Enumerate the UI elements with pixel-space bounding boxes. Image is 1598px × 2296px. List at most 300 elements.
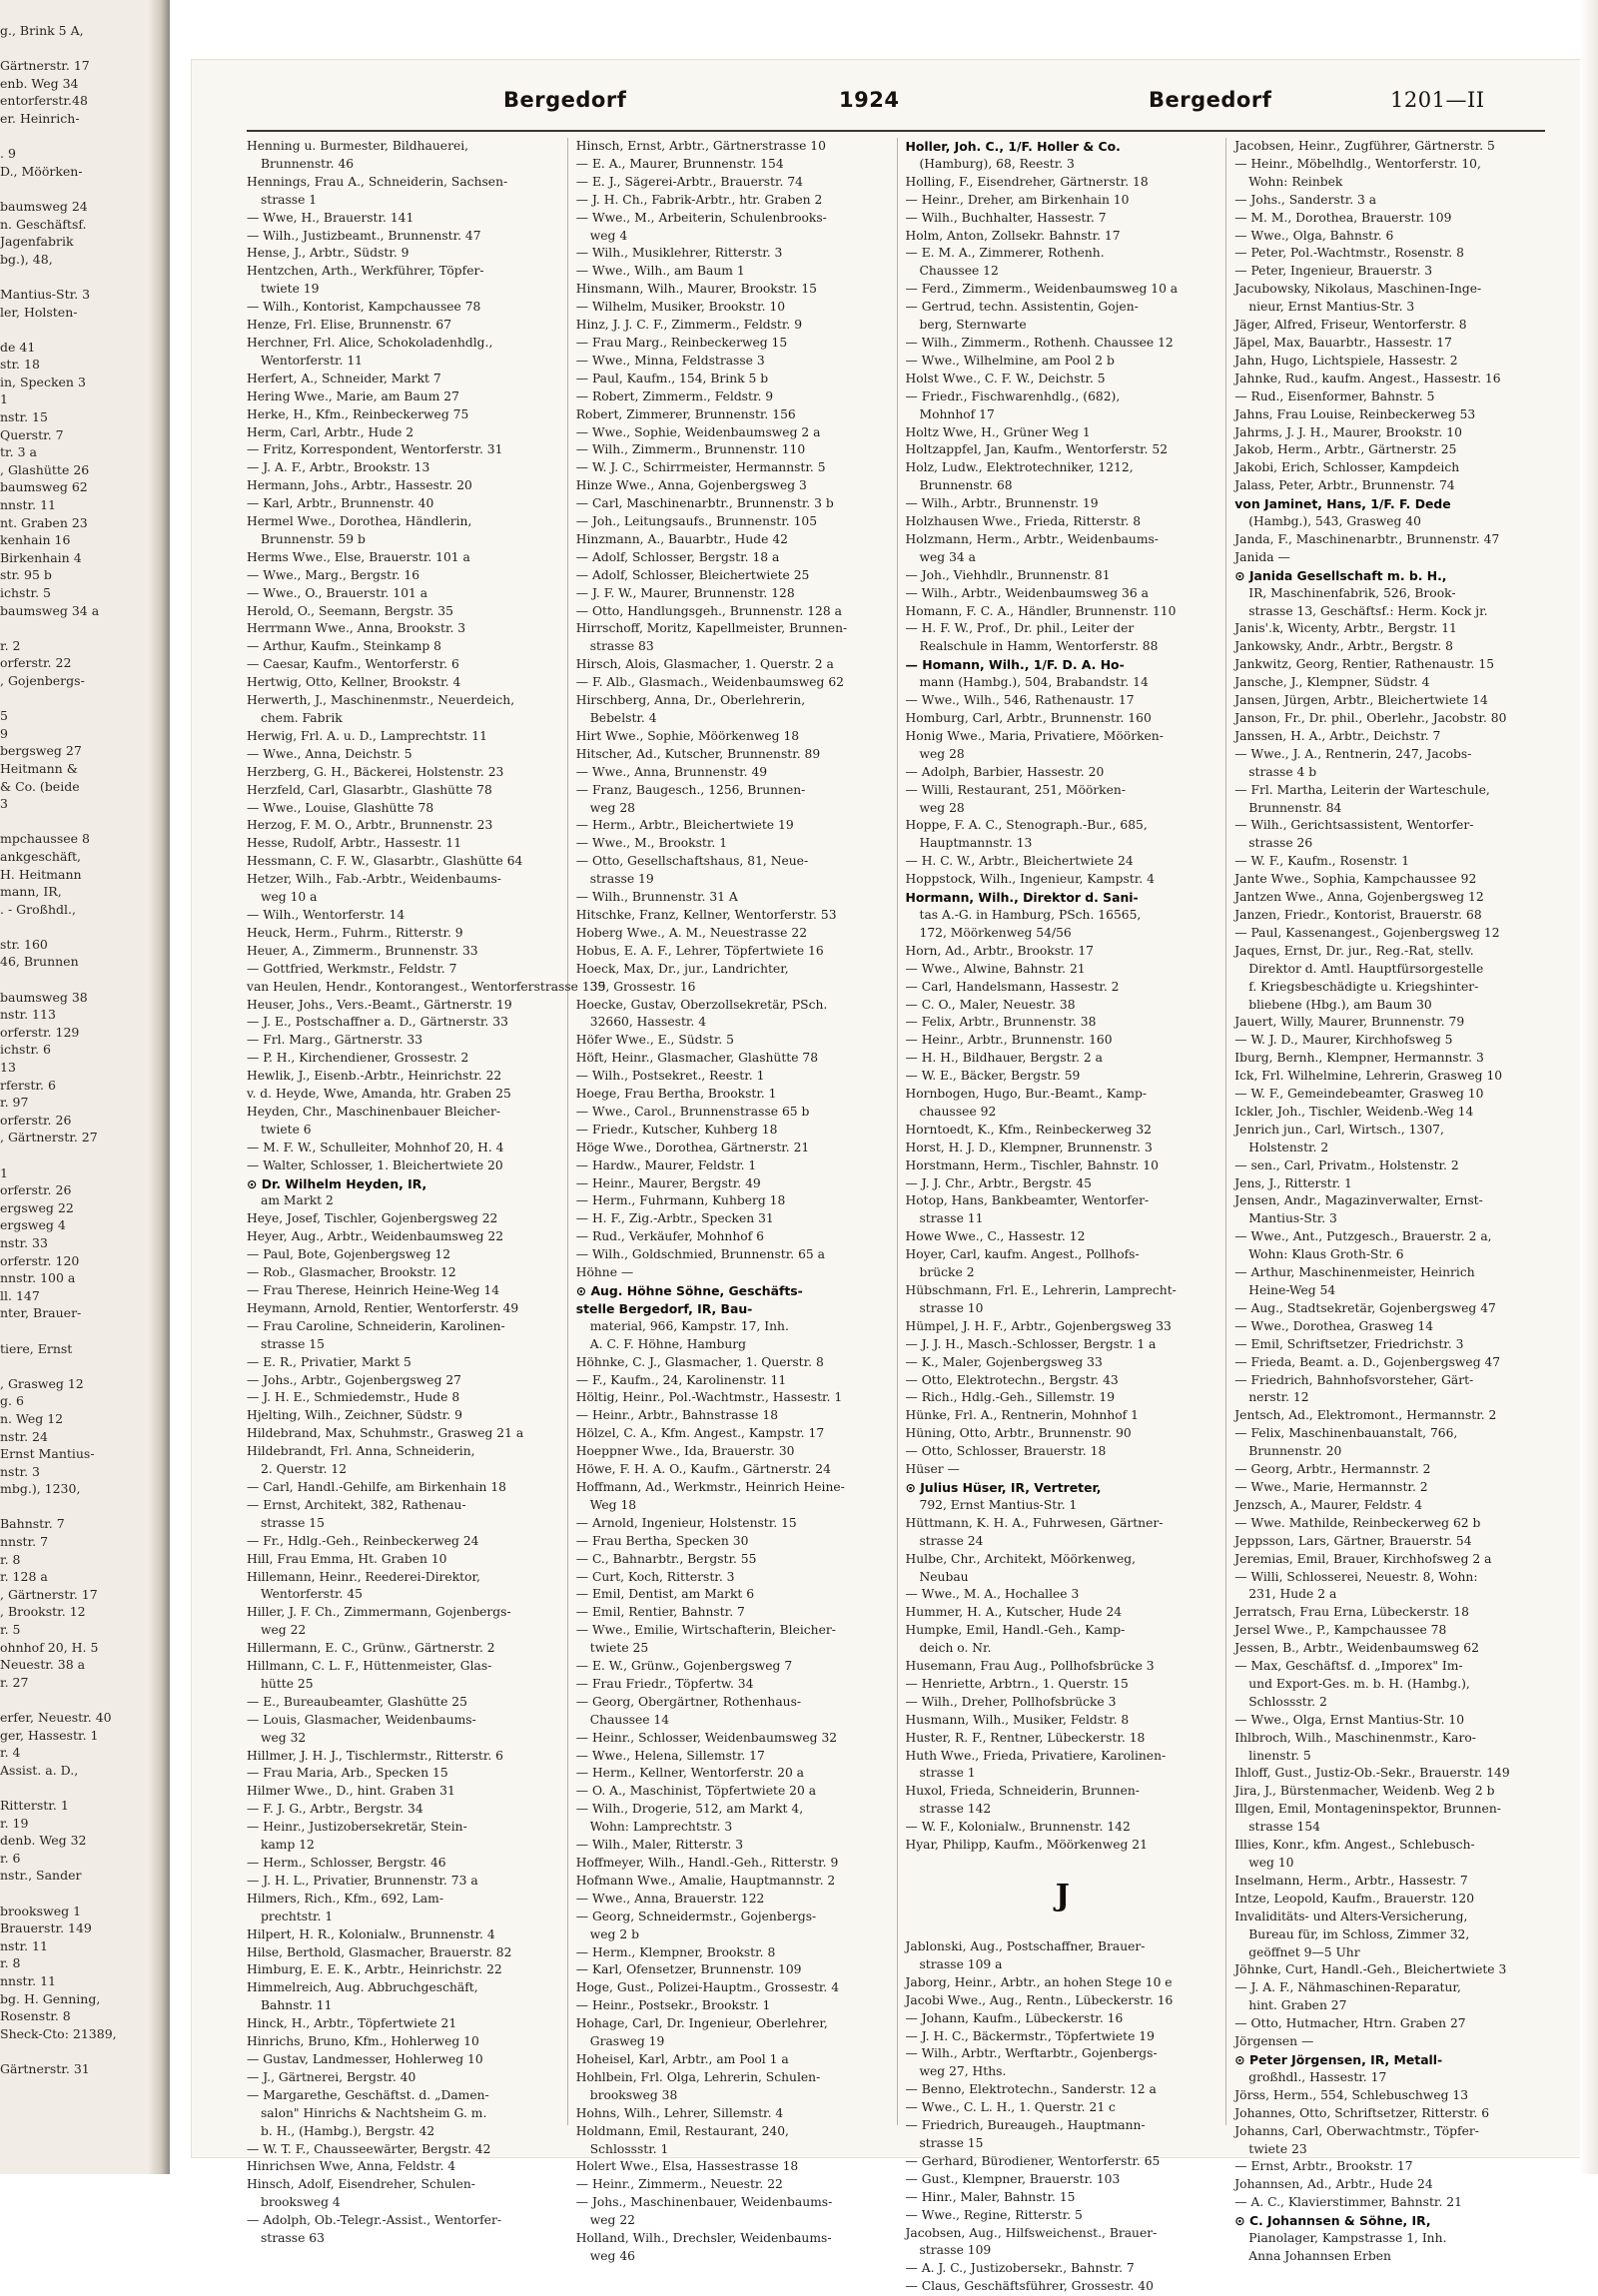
strip-line: 1 [0, 391, 8, 407]
directory-entry: — Paul, Kassenangest., Gojenbergsweg 12 [1234, 925, 1500, 940]
directory-entry: Hinsch, Ernst, Arbtr., Gärtnerstrasse 10 [575, 139, 826, 153]
directory-entry: — Carl, Handelsmann, Hassestr. 2 [905, 979, 1120, 994]
directory-entry: Hoheisel, Karl, Arbtr., am Pool 1 a [575, 2051, 789, 2066]
directory-entry: Horst, H. J. D., Klempner, Brunnenstr. 3 [905, 1140, 1153, 1154]
directory-entry: Hessmann, C. F. W., Glasarbtr., Glashütte 64 [247, 854, 523, 869]
directory-entry-bold: ⊙ Aug. Höhne Söhne, Geschäfts- [575, 1283, 803, 1298]
directory-entry-continuation: Heine-Weg 54 [1248, 1283, 1336, 1297]
strip-line: str. 160 [0, 936, 48, 952]
directory-entry: Jante Wwe., Sophia, Kampchaussee 92 [1234, 872, 1477, 887]
directory-entry-continuation: Wohn: Reinbek [1248, 174, 1343, 189]
directory-entry: — Henriette, Arbtrn., 1. Querstr. 15 [905, 1676, 1129, 1691]
directory-entry: Herwig, Frl. A. u. D., Lamprechtstr. 11 [247, 728, 487, 743]
strip-line: D., Möörken- [0, 163, 83, 179]
directory-entry: — Fr., Hdlg.-Geh., Reinbeckerweg 24 [247, 1533, 479, 1548]
strip-line: r. 2 [0, 637, 21, 653]
directory-entry: Jersel Wwe., P., Kampchaussee 78 [1234, 1623, 1447, 1638]
directory-entry: — Peter, Pol.-Wachtmstr., Rosenstr. 8 [1234, 246, 1464, 261]
strip-line: nnstr. 11 [0, 1972, 56, 1988]
strip-line: , Brookstr. 12 [0, 1604, 86, 1620]
directory-entry: Huxol, Frieda, Schneiderin, Brunnen- [905, 1784, 1140, 1799]
directory-entry-continuation: strasse 1 [261, 192, 318, 207]
directory-entry-continuation: (Hamburg), 68, Reestr. 3 [919, 156, 1075, 171]
section-gap [906, 1855, 1220, 1873]
strip-line: r. 128 a [0, 1569, 48, 1585]
directory-entry: — Wilh., Zimmerm., Rothenh. Chaussee 12 [905, 335, 1174, 350]
strip-line [0, 1147, 150, 1164]
directory-entry: Husemann, Frau Aug., Pollhofsbrücke 3 [905, 1659, 1155, 1674]
directory-entry-continuation: (Hambg.), 543, Grasweg 40 [1248, 514, 1421, 529]
directory-entry: Intze, Leopold, Kaufm., Brauerstr. 120 [1234, 1891, 1475, 1906]
directory-entry: Jäpel, Max, Bauarbtr., Hassestr. 17 [1234, 335, 1452, 350]
strip-line: 5 [0, 708, 8, 724]
directory-entry: — Heinr., Arbtr., Bahnstrasse 18 [575, 1408, 779, 1423]
strip-line: ler, Holsten- [0, 304, 78, 320]
strip-line: ohnhof 20, H. 5 [0, 1639, 99, 1655]
directory-entry-continuation: brooksweg 38 [589, 2087, 678, 2102]
directory-entry: Hüser — [905, 1462, 960, 1477]
directory-entry: — Heinr., Dreher, am Birkenhain 10 [905, 192, 1130, 207]
directory-entry: — Friedr., Fischwarenhdlg., (682), [905, 388, 1121, 403]
directory-entry: — Frau Therese, Heinrich Heine-Weg 14 [247, 1283, 500, 1297]
directory-entry: — P. H., Kirchendiener, Grossestr. 2 [247, 1051, 469, 1066]
directory-entry: Jankowsky, Andr., Arbtr., Bergstr. 8 [1234, 639, 1453, 654]
strip-line: ergsweg 22 [0, 1199, 74, 1215]
directory-entry: — Johs., Sanderstr. 3 a [1234, 192, 1377, 207]
strip-line: mann, IR, [0, 884, 62, 900]
directory-entry: Heuer, A., Zimmerm., Brunnenstr. 33 [247, 943, 478, 958]
strip-line: ankgeschäft, [0, 848, 82, 864]
directory-entry: Hertwig, Otto, Kellner, Brookstr. 4 [247, 675, 461, 690]
directory-entry: Holland, Wilh., Drechsler, Weidenbaums- [575, 2231, 832, 2246]
strip-line: nstr. 3 [0, 1463, 40, 1479]
directory-entry-continuation: IR, Maschinenfabrik, 526, Brook- [1248, 585, 1456, 600]
directory-entry: — Frau Caroline, Schneiderin, Karolinen- [247, 1318, 505, 1333]
strip-line: Ritterstr. 1 [0, 1797, 69, 1813]
directory-entry-continuation: weg 28 [589, 800, 635, 815]
directory-entry: Heyer, Aug., Arbtr., Weidenbaumsweg 22 [247, 1229, 504, 1244]
directory-entry-continuation: Realschule in Hamm, Wentorferstr. 88 [919, 639, 1159, 654]
directory-entry: Hinrichsen Wwe, Anna, Feldstr. 4 [247, 2159, 456, 2174]
strip-line: de 41 [0, 339, 36, 355]
directory-entry: — Peter, Ingenieur, Brauerstr. 3 [1234, 264, 1433, 279]
directory-entry: — J. A. F., Arbtr., Brookstr. 13 [247, 460, 430, 475]
directory-entry: — Wwe, H., Brauerstr. 141 [247, 210, 414, 225]
directory-entry: — Margarethe, Geschäftst. d. „Damen- [247, 2087, 489, 2102]
directory-entry-continuation: berg, Sternwarte [919, 318, 1027, 333]
strip-line: nt. Graben 23 [0, 514, 88, 530]
header-year: 1924 [839, 88, 900, 112]
directory-entry: — Robert, Zimmerm., Feldstr. 9 [575, 388, 774, 403]
strip-line: enb. Weg 34 [0, 75, 79, 91]
directory-entry: — A. C., Klavierstimmer, Bahnstr. 21 [1234, 2195, 1462, 2210]
directory-entry: — Wilh., Zimmerm., Brunnenstr. 110 [575, 442, 806, 457]
directory-entry-continuation: Hauptmannstr. 13 [919, 836, 1033, 851]
directory-entry: — Wilh., Dreher, Pollhofsbrücke 3 [905, 1694, 1117, 1709]
directory-entry-continuation: weg 32 [261, 1730, 307, 1745]
directory-entry: — Friedrich, Bureaugeh., Hauptmann- [905, 2118, 1146, 2133]
directory-entry: Hinsch, Adolf, Eisendreher, Schulen- [247, 2177, 475, 2192]
directory-entry: Hilse, Berthold, Glasmacher, Brauerstr. 82 [247, 1944, 512, 1959]
strip-line: & Co. (beide [0, 778, 80, 794]
directory-entry: — Herm., Klempner, Brookstr. 8 [575, 1944, 776, 1959]
directory-entry: Himmelreich, Aug. Abbruchgeschäft, [247, 1980, 478, 1995]
directory-entry: Jacobsen, Heinr., Zugführer, Gärtnerstr. 5 [1234, 139, 1495, 153]
directory-entry: Hulbe, Chr., Architekt, Möörkenweg, [905, 1551, 1137, 1566]
directory-entry-continuation: Pianolager, Kampstrasse 1, Inh. [1248, 2231, 1447, 2246]
directory-entry: Hering Wwe., Marie, am Baum 27 [247, 388, 459, 403]
directory-entry: Hüttmann, K. H. A., Fuhrwesen, Gärtner- [905, 1515, 1164, 1530]
strip-line: 1 [0, 1164, 8, 1180]
directory-entry: — Rich., Hdlg.-Geh., Sillemstr. 19 [905, 1390, 1116, 1405]
directory-entry: Herms Wwe., Else, Brauerstr. 101 a [247, 549, 470, 564]
directory-entry: Hennings, Frau A., Schneiderin, Sachsen- [247, 174, 508, 189]
directory-entry: — Wwe., Dorothea, Grasweg 14 [1234, 1318, 1434, 1333]
directory-entry: — Adolph, Ob.-Telegr.-Assist., Wentorfer- [247, 2213, 502, 2228]
directory-entry-continuation: Grasweg 19 [589, 2034, 665, 2049]
directory-entry-continuation: brooksweg 4 [261, 2195, 341, 2210]
directory-entry: Hyar, Philipp, Kaufm., Möörkenweg 21 [905, 1838, 1148, 1853]
directory-entry: — Wwe., Helena, Sillemstr. 17 [575, 1748, 765, 1763]
directory-entry: Hillemann, Heinr., Reederei-Direktor, [247, 1569, 480, 1584]
directory-entry: — Friedr., Kutscher, Kuhberg 18 [575, 1122, 778, 1137]
strip-line: bg.), 48, [0, 251, 53, 267]
directory-entry: Herwerth, J., Maschinenmstr., Neuerdeich, [247, 693, 515, 708]
directory-entry-continuation: Brunnenstr. 68 [919, 478, 1013, 493]
directory-entry-continuation: Brunnenstr. 84 [1248, 800, 1342, 815]
directory-entry: Hiller, J. F. Ch., Zimmermann, Gojenbergs- [247, 1605, 511, 1620]
directory-entry: — K., Maler, Gojenbergsweg 33 [905, 1354, 1103, 1369]
directory-entry: — Rud., Eisenformer, Bahnstr. 5 [1234, 388, 1435, 403]
directory-entry: Hohns, Wilh., Lehrer, Sillemstr. 4 [575, 2105, 784, 2120]
directory-entry: Holling, F., Eisendreher, Gärtnerstr. 18 [905, 174, 1149, 189]
directory-entry-continuation: twiete 6 [261, 1122, 312, 1137]
strip-line [0, 971, 150, 989]
directory-entry: — Wwe., Wilh., am Baum 1 [575, 264, 745, 279]
strip-line [0, 813, 150, 831]
directory-entry-continuation: nieur, Ernst Mantius-Str. 3 [1248, 300, 1415, 315]
directory-entry: Hesse, Rudolf, Arbtr., Hassestr. 11 [247, 836, 462, 851]
strip-line [0, 1691, 150, 1709]
directory-entry: — Wilh., Brunnenstr. 31 A [575, 890, 738, 905]
directory-entry-continuation: chem. Fabrik [261, 711, 343, 725]
directory-entry-continuation: strasse 26 [1248, 836, 1313, 851]
directory-entry: Heye, Josef, Tischler, Gojenbergsweg 22 [247, 1211, 498, 1226]
strip-line: nstr. 113 [0, 1007, 56, 1023]
directory-entry: — Wwe., Olga, Bahnstr. 6 [1234, 228, 1394, 243]
strip-line: , Gojenbergs- [0, 672, 85, 688]
directory-entry: Jacobsen, Aug., Hilfsweichenst., Brauer- [905, 2225, 1158, 2240]
strip-line: ichstr. 5 [0, 585, 51, 600]
directory-entry: Herzog, F. M. O., Arbtr., Brunnenstr. 23 [247, 818, 493, 833]
directory-entry-continuation: 32660, Hassestr. 4 [589, 1015, 707, 1030]
directory-entry-continuation: weg 22 [589, 2213, 635, 2228]
directory-entry: — Max, Geschäftsf. d. „Imporex" Im- [1234, 1659, 1463, 1674]
strip-line: Sheck-Cto: 21389, [0, 2025, 117, 2041]
directory-entry: — A. J. C., Justizobersekr., Bahnstr. 7 [905, 2261, 1135, 2276]
directory-entry: Humpke, Emil, Handl.-Geh., Kamp- [905, 1623, 1126, 1638]
directory-entry: — Karl, Ofensetzer, Brunnenstr. 109 [575, 1962, 802, 1977]
header-left-town: Bergedorf [503, 88, 627, 112]
directory-entry: — Louis, Glasmacher, Weidenbaums- [247, 1712, 476, 1727]
strip-line: 13 [0, 1060, 16, 1076]
page-number: 1201—II [1390, 88, 1485, 112]
directory-entry-continuation: weg 10 [1248, 1856, 1294, 1870]
directory-entry: — Paul, Bote, Gojenbergsweg 12 [247, 1247, 451, 1262]
directory-entry: — Wwe., Olga, Ernst Mantius-Str. 10 [1234, 1712, 1465, 1727]
directory-entry: Holtz Wwe, H., Grüner Weg 1 [905, 424, 1091, 439]
directory-entry: Hoecke, Gustav, Oberzollsekretär, PSch. [575, 997, 828, 1012]
directory-entry: — Rob., Glasmacher, Brookstr. 12 [247, 1265, 456, 1280]
directory-entry: — Heinr., Zimmerm., Neuestr. 22 [575, 2177, 783, 2192]
directory-entry: — Wilh., Gerichtsassistent, Wentorfer- [1234, 818, 1474, 833]
directory-entry: — Ernst, Arbtr., Brookstr. 17 [1234, 2159, 1413, 2174]
directory-entry: Heyden, Chr., Maschinenbauer Bleicher- [247, 1104, 500, 1119]
directory-entry: — Karl, Arbtr., Brunnenstr. 40 [247, 496, 434, 511]
directory-entry: Hermel Wwe., Dorothea, Händlerin, [247, 514, 472, 529]
strip-line: entorferstr.48 [0, 93, 88, 109]
directory-entry-continuation: Schlossstr. 2 [1248, 1694, 1327, 1709]
strip-line: Jagenfabrik [0, 234, 74, 250]
strip-line: brooksweg 1 [0, 1903, 82, 1918]
directory-entry-continuation: strasse 15 [919, 2135, 984, 2150]
directory-entry: Hoeck, Max, Dr., jur., Landrichter, [575, 961, 789, 976]
directory-entry: — Frau Maria, Arb., Specken 15 [247, 1766, 448, 1781]
strip-line: r. 8 [0, 1955, 21, 1971]
directory-entry: — Wwe., Wilhelmine, am Pool 2 b [905, 353, 1115, 368]
strip-line: 46, Brunnen [0, 954, 79, 970]
strip-line: Neuestr. 38 a [0, 1657, 86, 1673]
directory-entry: — Wilh., Wentorferstr. 14 [247, 907, 405, 922]
directory-entry: Himburg, E. E. K., Arbtr., Heinrichstr. 22 [247, 1962, 502, 1977]
directory-entry: — W. F., Gemeindebeamter, Grasweg 10 [1234, 1087, 1484, 1102]
directory-entry: — Frau Friedr., Töpfertw. 34 [575, 1676, 754, 1691]
directory-entry: Hill, Frau Emma, Ht. Graben 10 [247, 1551, 447, 1566]
directory-entry: Hilpert, H. R., Kolonialw., Brunnenstr. 4 [247, 1926, 495, 1941]
directory-entry: — Otto, Hutmacher, Htrn. Graben 27 [1234, 2016, 1466, 2031]
strip-line: Gärtnerstr. 17 [0, 58, 90, 74]
strip-line: 3 [0, 796, 8, 812]
directory-entry: — Wwe., Anna, Deichstr. 5 [247, 746, 412, 761]
directory-entry: — Heinr., Maurer, Bergstr. 49 [575, 1175, 761, 1190]
directory-entry: — Franz, Baugesch., 1256, Brunnen- [575, 782, 806, 797]
directory-entry: Hjelting, Wilh., Zeichner, Südstr. 9 [247, 1408, 462, 1423]
directory-entry-continuation: strasse 15 [261, 1515, 325, 1530]
directory-entry-continuation: strasse 11 [919, 1211, 984, 1226]
directory-entry: Husmann, Wilh., Musiker, Feldstr. 8 [905, 1712, 1130, 1727]
directory-entry: Holert Wwe., Elsa, Hassestrasse 18 [575, 2159, 799, 2174]
directory-entry: — Wwe., Anna, Brunnenstr. 49 [575, 764, 768, 779]
strip-line: in, Specken 3 [0, 374, 86, 389]
directory-entry: Jacubowsky, Nikolaus, Maschinen-Inge- [1234, 282, 1482, 297]
directory-entry: Jaques, Ernst, Dr. jur., Reg.-Rat, stellv. [1234, 943, 1474, 958]
directory-entry: Huth Wwe., Frieda, Privatiere, Karolinen- [905, 1748, 1167, 1763]
directory-entry: Jessen, B., Arbtr., Weidenbaumsweg 62 [1234, 1641, 1479, 1656]
directory-entry: Hillmer, J. H. J., Tischlermstr., Ritterstr. 6 [247, 1748, 503, 1763]
directory-entry: — Wwe., Anna, Brauerstr. 122 [575, 1891, 765, 1906]
directory-entry-continuation: Mohnhof 17 [919, 406, 995, 421]
directory-entry-bold: ⊙ Peter Jörgensen, IR, Metall- [1234, 2051, 1443, 2067]
directory-entry: Jakob, Herm., Arbtr., Gärtnerstr. 25 [1234, 442, 1457, 457]
directory-entry: Horstmann, Herm., Tischler, Bahnstr. 10 [905, 1157, 1159, 1172]
strip-line: , Grasweg 12 [0, 1375, 84, 1391]
directory-entry: — Fritz, Korrespondent, Wentorferstr. 31 [247, 442, 503, 457]
strip-line: nnstr. 7 [0, 1534, 49, 1550]
directory-entry: — Wilh., Maler, Ritterstr. 3 [575, 1838, 744, 1853]
directory-entry: — Gerhard, Bürodiener, Wentorferstr. 65 [905, 2153, 1161, 2168]
directory-entry: — Ernst, Architekt, 382, Rathenau- [247, 1497, 466, 1512]
directory-entry: Jäger, Alfred, Friseur, Wentorferstr. 8 [1234, 318, 1467, 333]
directory-entry: — Georg, Arbtr., Hermannstr. 2 [1234, 1462, 1431, 1477]
directory-entry-continuation: strasse 109 [919, 2243, 992, 2258]
directory-entry: — Wwe., M. A., Hochallee 3 [905, 1587, 1080, 1602]
strip-line [0, 128, 150, 146]
directory-entry: Herzfeld, Carl, Glasarbtr., Glashütte 78 [247, 782, 492, 797]
directory-entry: Jacobi Wwe., Aug., Rentn., Lübeckerstr. 16 [905, 1992, 1174, 2007]
directory-entry-bold: — Homann, Wilh., 1/F. D. A. Ho- [905, 657, 1125, 673]
directory-entry: Illgen, Emil, Montageninspektor, Brunnen- [1234, 1802, 1501, 1817]
previous-page-strip [0, 0, 170, 2174]
directory-entry: Hewlik, J., Eisenb.-Arbtr., Heinrichstr. 22 [247, 1069, 502, 1084]
directory-entry: — Carl, Handl.-Gehilfe, am Birkenhain 18 [247, 1479, 507, 1494]
directory-entry: Johannsen, Ad., Arbtr., Hude 24 [1234, 2177, 1433, 2192]
section-letter: J [1055, 1879, 1070, 1913]
directory-entry: Ickler, Joh., Tischler, Weidenb.-Weg 14 [1234, 1104, 1474, 1119]
directory-entry: Hoffmann, Ad., Werkmstr., Heinrich Heine- [575, 1479, 845, 1494]
directory-entry-bold: ⊙ C. Johannsen & Söhne, IR, [1234, 2213, 1431, 2229]
directory-entry-continuation: Bebelstr. 4 [589, 711, 657, 725]
directory-entry-bold: stelle Bergedorf, IR, Bau- [575, 1300, 753, 1316]
directory-page [192, 60, 1580, 2294]
directory-entry: — Georg, Obergärtner, Rothenhaus- [575, 1694, 802, 1709]
directory-entry: Jahnke, Rud., kaufm. Angest., Hassestr. 16 [1234, 371, 1501, 385]
directory-entry: Hummer, H. A., Kutscher, Hude 24 [905, 1605, 1123, 1620]
strip-line [0, 619, 150, 637]
directory-entry: — Wilh., Drogerie, 512, am Markt 4, [575, 1802, 804, 1817]
directory-entry: Inselmann, Herm., Arbtr., Hassestr. 7 [1234, 1873, 1468, 1888]
directory-entry: — Wwe., M., Arbeiterin, Schulenbrooks- [575, 210, 827, 225]
directory-entry: — Wwe., Regine, Ritterstr. 5 [905, 2207, 1083, 2222]
directory-entry: — Frl. Martha, Leiterin der Warteschule, [1234, 782, 1490, 797]
directory-entry-continuation: Holstenstr. 2 [1248, 1140, 1329, 1154]
directory-entry-continuation: strasse 4 b [1248, 764, 1317, 779]
strip-line: Heitmann & [0, 760, 78, 776]
directory-entry: — Adolf, Schlosser, Bergstr. 18 a [575, 549, 780, 564]
previous-page-text [0, 22, 150, 2077]
directory-entry: — Wwe., Alwine, Bahnstr. 21 [905, 961, 1086, 976]
strip-line: nstr. 24 [0, 1428, 48, 1444]
strip-line: baumsweg 38 [0, 989, 88, 1005]
directory-entry: — Hinr., Maler, Bahnstr. 15 [905, 2189, 1076, 2204]
directory-entry: Jahn, Hugo, Lichtspiele, Hassestr. 2 [1234, 353, 1458, 368]
directory-entry-continuation: Chaussee 14 [589, 1712, 670, 1727]
directory-entry: Jenrich jun., Carl, Wirtsch., 1307, [1234, 1122, 1444, 1137]
directory-entry: — Wilh., Arbtr., Werftarbtr., Gojenbergs- [905, 2046, 1158, 2061]
directory-entry: Janida — [1234, 549, 1290, 564]
directory-entry: — W. E., Bäcker, Bergstr. 59 [905, 1069, 1081, 1084]
directory-entry: — E. R., Privatier, Markt 5 [247, 1354, 411, 1369]
directory-entry: Holst Wwe., C. F. W., Deichstr. 5 [905, 371, 1106, 385]
directory-entry: Heymann, Arnold, Rentier, Wentorferstr. 49 [247, 1300, 519, 1315]
directory-entry: — M. F. W., Schulleiter, Mohnhof 20, H. 4 [247, 1140, 504, 1154]
directory-entry-continuation: 172, Möörkenweg 54/56 [919, 925, 1072, 940]
directory-entry: — J. J. Chr., Arbtr., Bergstr. 45 [905, 1175, 1093, 1190]
strip-line: Birkenhain 4 [0, 549, 82, 565]
directory-entry: Herrmann Wwe., Anna, Brookstr. 3 [247, 621, 466, 636]
directory-entry: Jahns, Frau Louise, Reinbeckerweg 53 [1234, 406, 1476, 421]
directory-entry: Hofmann Wwe., Amalie, Hauptmannstr. 2 [575, 1873, 836, 1888]
directory-entry: — C., Bahnarbtr., Bergstr. 55 [575, 1551, 757, 1566]
directory-entry: — Hardw., Maurer, Feldstr. 1 [575, 1157, 757, 1172]
directory-entry-continuation: Brunnenstr. 46 [261, 156, 355, 171]
directory-entry-continuation: strasse 154 [1248, 1820, 1320, 1835]
directory-entry: — J. A. F., Nähmaschinen-Reparatur, [1234, 1980, 1461, 1995]
strip-line: ergsweg 4 [0, 1217, 66, 1233]
directory-entry-continuation: deich o. Nr. [919, 1641, 992, 1656]
strip-line: Brauerstr. 149 [0, 1920, 92, 1936]
directory-entry-continuation: Mantius-Str. 3 [1248, 1211, 1337, 1226]
directory-entry: Hornbogen, Hugo, Bur.-Beamt., Kamp- [905, 1087, 1148, 1102]
directory-entry-continuation: Anna Johannsen Erben [1248, 2248, 1391, 2263]
strip-line: er. Heinrich- [0, 110, 80, 126]
directory-entry: — Wwe. Mathilde, Reinbeckerweg 62 b [1234, 1515, 1481, 1530]
directory-entry: — F., Kaufm., 24, Karolinenstr. 11 [575, 1372, 787, 1387]
directory-entry: Janda, F., Maschinenarbtr., Brunnenstr. 47 [1234, 531, 1500, 546]
directory-entry: — Benno, Elektrotechn., Sanderstr. 12 a [905, 2082, 1157, 2097]
directory-entry: Hentzchen, Arth., Werkführer, Töpfer- [247, 264, 484, 279]
strip-line: nstr. 11 [0, 1937, 48, 1953]
directory-entry: Invaliditäts- und Alters-Versicherung, [1234, 1909, 1468, 1923]
directory-entry: — Emil, Dentist, am Markt 6 [575, 1587, 755, 1602]
directory-entry: Honig Wwe., Maria, Privatiere, Möörken- [905, 728, 1164, 743]
directory-entry: — Claus, Geschäftsführer, Grossestr. 40 [905, 2279, 1154, 2294]
directory-entry: Hüning, Otto, Arbtr., Brunnenstr. 90 [905, 1426, 1132, 1441]
directory-entry-continuation: Brunnenstr. 20 [1248, 1444, 1342, 1459]
directory-entry: Holdmann, Emil, Restaurant, 240, [575, 2123, 789, 2138]
directory-entry-continuation: prechtstr. 1 [261, 1909, 334, 1923]
strip-line: orferstr. 120 [0, 1252, 80, 1268]
directory-entry-continuation: 35, Grossestr. 16 [589, 979, 696, 994]
directory-entry: — E. J., Sägerei-Arbtr., Brauerstr. 74 [575, 174, 803, 189]
directory-entry: Homann, F. C. A., Händler, Brunnenstr. 110 [905, 603, 1177, 618]
strip-line: kenhain 16 [0, 532, 71, 548]
strip-line [0, 1357, 150, 1375]
directory-entry: Hoberg Wwe., A. M., Neuestrasse 22 [575, 925, 808, 940]
directory-entry: Hinck, H., Arbtr., Töpfertwiete 21 [247, 2016, 457, 2031]
directory-entry: Hoffmeyer, Wilh., Handl.-Geh., Ritterstr. 9 [575, 1856, 839, 1870]
directory-entry: Iburg, Bernh., Klempner, Hermannstr. 3 [1234, 1051, 1484, 1066]
directory-entry: — Gustav, Landmesser, Hohlerweg 10 [247, 2051, 483, 2066]
directory-entry: Holzhausen Wwe., Frieda, Ritterstr. 8 [905, 514, 1142, 529]
directory-entry-continuation: weg 4 [589, 228, 628, 243]
directory-entry: Hinrichs, Bruno, Kfm., Hohlerweg 10 [247, 2034, 479, 2049]
strip-line [0, 690, 150, 708]
directory-column-2 [575, 138, 898, 2263]
directory-entry: — H. C. W., Arbtr., Bleichertwiete 24 [905, 854, 1134, 869]
directory-entry: — Otto, Gesellschaftshaus, 81, Neue- [575, 854, 809, 869]
directory-entry: Hermann, Johs., Arbtr., Hassestr. 20 [247, 478, 472, 493]
strip-line: ger, Hassestr. 1 [0, 1727, 99, 1743]
strip-line: nter, Brauer- [0, 1305, 82, 1321]
directory-entry: — Frl. Marg., Gärtnerstr. 33 [247, 1033, 423, 1048]
directory-entry-continuation: A. C. F. Höhne, Hamburg [589, 1336, 746, 1351]
directory-entry: — J. H. Ch., Fabrik-Arbtr., htr. Graben 2 [575, 192, 823, 207]
directory-entry: — Wwe., M., Brookstr. 1 [575, 836, 728, 851]
strip-line: baumsweg 34 a [0, 602, 100, 618]
strip-line: Assist. a. D., [0, 1762, 79, 1778]
directory-entry: — Heinr., Justizobersekretär, Stein- [247, 1820, 467, 1835]
directory-entry: — J. J. H., Masch.-Schlosser, Bergstr. 1 a [905, 1336, 1157, 1351]
